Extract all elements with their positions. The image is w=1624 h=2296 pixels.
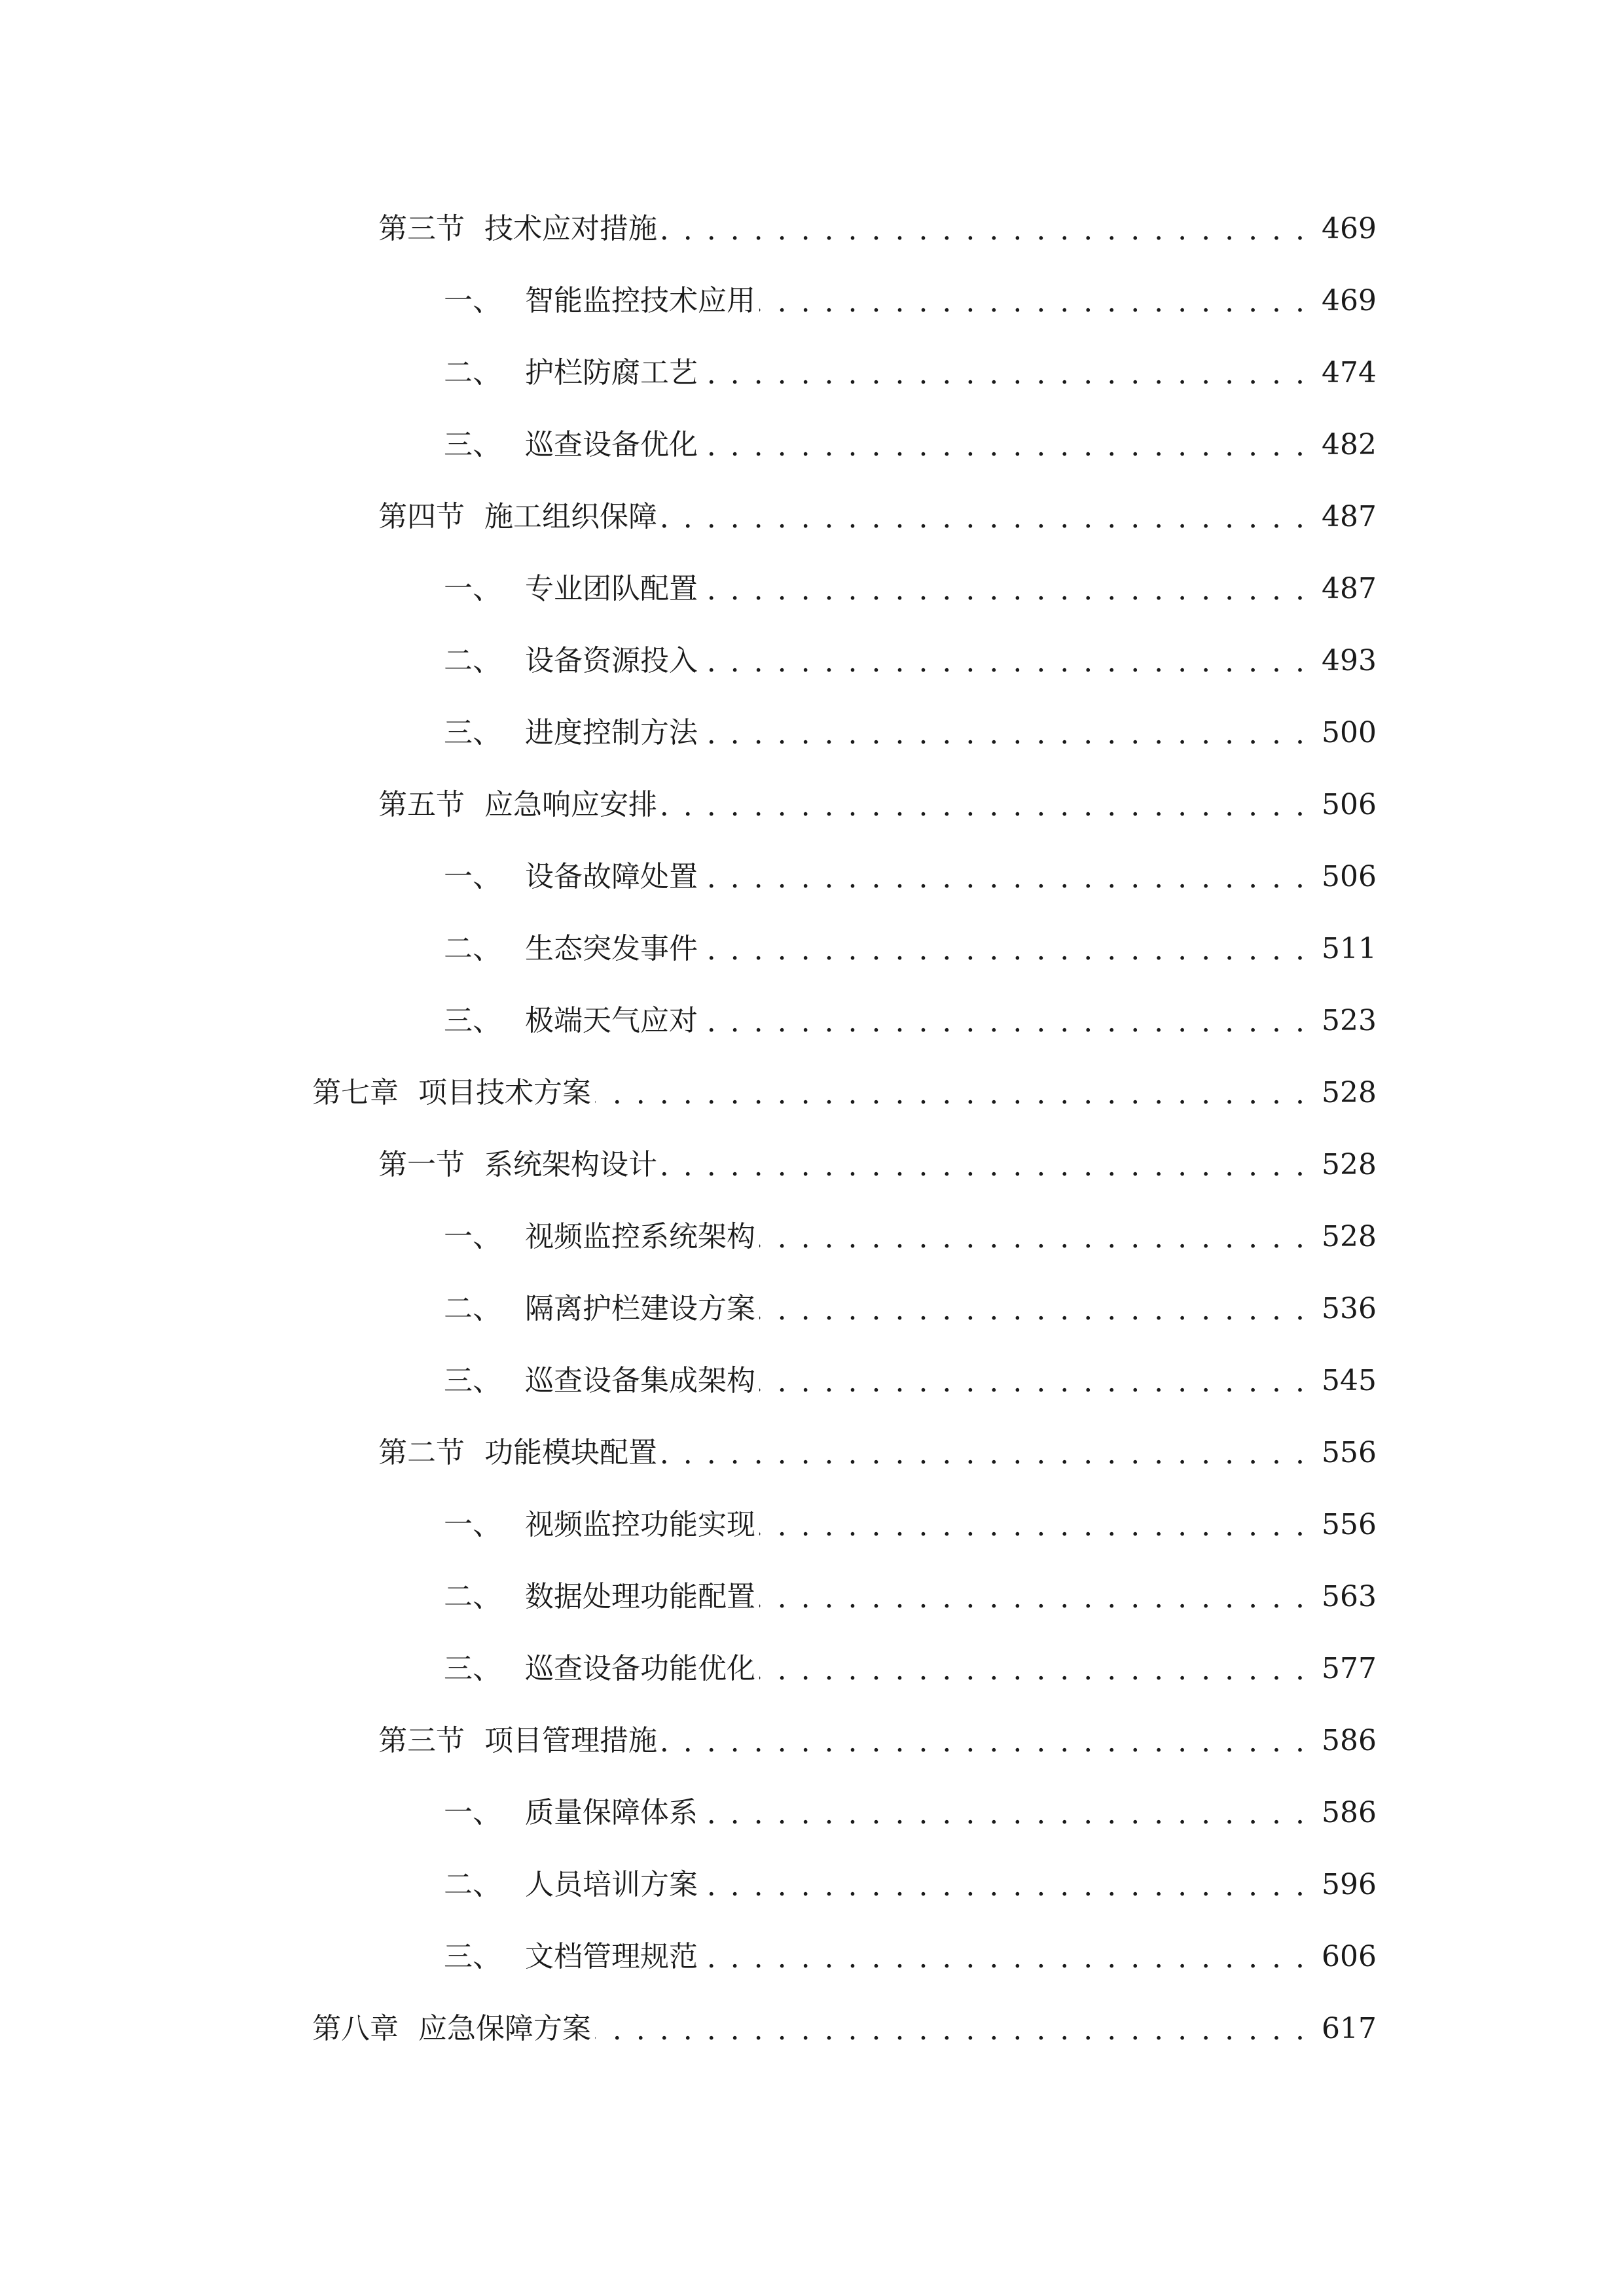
toc-entry-page: 606 xyxy=(1322,1940,1377,1973)
toc-entry-item[interactable] xyxy=(444,635,1377,687)
toc-entry-item[interactable] xyxy=(444,419,1377,471)
toc-entry-number: 二、 xyxy=(444,356,501,389)
dot-leader xyxy=(661,203,1307,255)
toc-entry-title: 巡查设备优化 xyxy=(525,428,698,461)
toc-entry-title: 巡查设备集成架构 xyxy=(525,1364,755,1397)
toc-entry-number: 三、 xyxy=(444,716,501,749)
toc-entry-title: 生态突发事件 xyxy=(525,932,698,965)
toc-entry-section[interactable] xyxy=(378,491,1377,543)
dot-leader xyxy=(759,1499,1307,1551)
toc-entry-number: 二、 xyxy=(444,1580,501,1613)
toc-entry-title: 应急保障方案 xyxy=(418,2012,591,2045)
toc-entry-page: 556 xyxy=(1322,1508,1377,1541)
toc-entry-title: 设备故障处置 xyxy=(525,860,698,893)
toc-entry-page: 528 xyxy=(1322,1220,1377,1253)
toc-entry-number: 二、 xyxy=(444,1868,501,1901)
toc-entry-page: 482 xyxy=(1322,428,1377,461)
dot-leader xyxy=(702,923,1307,975)
toc-entry-number: 二、 xyxy=(444,644,501,677)
toc-entry-page: 536 xyxy=(1322,1292,1377,1325)
toc-entry-item[interactable] xyxy=(444,347,1377,399)
toc-entry-item[interactable] xyxy=(444,1643,1377,1695)
toc-entry-page: 506 xyxy=(1322,860,1377,893)
toc-entry-title: 质量保障体系 xyxy=(525,1796,698,1829)
toc-entry-page: 511 xyxy=(1322,932,1377,965)
toc-entry-number: 第七章 xyxy=(312,1076,399,1109)
toc-entry-number: 一、 xyxy=(444,1220,501,1253)
toc-entry-section[interactable] xyxy=(378,779,1377,831)
toc-entry-title: 数据处理功能配置 xyxy=(525,1580,755,1613)
toc-entry-number: 三、 xyxy=(444,428,501,461)
toc-entry-title: 进度控制方法 xyxy=(525,716,698,749)
toc-entry-page: 487 xyxy=(1322,572,1377,605)
toc-entry-number: 第五节 xyxy=(378,788,465,821)
toc-entry-page: 469 xyxy=(1322,284,1377,317)
dot-leader xyxy=(702,1787,1307,1839)
toc-entry-item[interactable] xyxy=(444,1787,1377,1839)
toc-entry-number: 三、 xyxy=(444,1004,501,1037)
toc-entry-page: 474 xyxy=(1322,356,1377,389)
toc-entry-title: 项目管理措施 xyxy=(484,1724,657,1757)
dot-leader xyxy=(702,1931,1307,1983)
toc-entry-page: 586 xyxy=(1322,1796,1377,1829)
toc-entry-page: 556 xyxy=(1322,1436,1377,1469)
toc-entry-number: 三、 xyxy=(444,1940,501,1973)
toc-entry-item[interactable] xyxy=(444,1931,1377,1983)
toc-entry-item[interactable] xyxy=(444,1499,1377,1551)
toc-entry-page: 506 xyxy=(1322,788,1377,821)
toc-entry-title: 技术应对措施 xyxy=(484,212,657,245)
dot-leader xyxy=(702,563,1307,615)
toc-entry-page: 523 xyxy=(1322,1004,1377,1037)
dot-leader xyxy=(661,491,1307,543)
dot-leader xyxy=(702,419,1307,471)
toc-entry-title: 人员培训方案 xyxy=(525,1868,698,1901)
toc-entry-number: 第二节 xyxy=(378,1436,465,1469)
toc-entry-title: 巡查设备功能优化 xyxy=(525,1652,755,1685)
toc-entry-number: 一、 xyxy=(444,860,501,893)
dot-leader xyxy=(759,1355,1307,1407)
toc-entry-page: 596 xyxy=(1322,1868,1377,1901)
toc-entry-number: 一、 xyxy=(444,1796,501,1829)
toc-entry-item[interactable] xyxy=(444,707,1377,759)
toc-entry-section[interactable] xyxy=(378,1427,1377,1479)
toc-entry-item[interactable] xyxy=(444,275,1377,327)
toc-entry-title: 视频监控系统架构 xyxy=(525,1220,755,1253)
toc-entry-number: 三、 xyxy=(444,1652,501,1685)
dot-leader xyxy=(661,1427,1307,1479)
dot-leader xyxy=(702,347,1307,399)
dot-leader xyxy=(661,779,1307,831)
toc-entry-title: 施工组织保障 xyxy=(484,500,657,533)
toc-entry-item[interactable] xyxy=(444,1283,1377,1335)
toc-entry-title: 项目技术方案 xyxy=(418,1076,591,1109)
dot-leader xyxy=(595,2003,1307,2055)
dot-leader xyxy=(661,1715,1307,1767)
toc-entry-page: 469 xyxy=(1322,212,1377,245)
toc-entry-number: 第三节 xyxy=(378,212,465,245)
toc-entry-title: 应急响应安排 xyxy=(484,788,657,821)
toc-entry-page: 487 xyxy=(1322,500,1377,533)
toc-entry-page: 528 xyxy=(1322,1148,1377,1181)
toc-entry-page: 617 xyxy=(1322,2012,1377,2045)
toc-entry-item[interactable] xyxy=(444,923,1377,975)
toc-entry-title: 文档管理规范 xyxy=(525,1940,698,1973)
dot-leader xyxy=(702,1859,1307,1911)
toc-entry-title: 视频监控功能实现 xyxy=(525,1508,755,1541)
toc-entry-item[interactable] xyxy=(444,995,1377,1047)
toc-entry-page: 545 xyxy=(1322,1364,1377,1397)
toc-entry-page: 493 xyxy=(1322,644,1377,677)
toc-entry-section[interactable] xyxy=(378,1139,1377,1191)
toc-entry-number: 第一节 xyxy=(378,1148,465,1181)
dot-leader xyxy=(702,851,1307,903)
toc-entry-number: 一、 xyxy=(444,572,501,605)
dot-leader xyxy=(759,1571,1307,1623)
toc-entry-item[interactable] xyxy=(444,563,1377,615)
toc-entry-page: 563 xyxy=(1322,1580,1377,1613)
toc-entry-section[interactable] xyxy=(378,203,1377,255)
toc-entry-title: 智能监控技术应用 xyxy=(525,284,755,317)
toc-entry-page: 528 xyxy=(1322,1076,1377,1109)
toc-entry-chapter[interactable] xyxy=(312,1067,1377,1119)
toc-entry-title: 隔离护栏建设方案 xyxy=(525,1292,755,1325)
toc-entry-chapter[interactable] xyxy=(312,2003,1377,2055)
toc-entry-number: 第八章 xyxy=(312,2012,399,2045)
toc-entry-item[interactable] xyxy=(444,1211,1377,1263)
dot-leader xyxy=(661,1139,1307,1191)
toc-entry-number: 一、 xyxy=(444,284,501,317)
toc-entry-title: 系统架构设计 xyxy=(484,1148,657,1181)
dot-leader xyxy=(702,635,1307,687)
toc-entry-title: 护栏防腐工艺 xyxy=(525,356,698,389)
toc-entry-page: 500 xyxy=(1322,716,1377,749)
dot-leader xyxy=(595,1067,1307,1119)
toc-entry-item[interactable] xyxy=(444,851,1377,903)
toc-entry-title: 极端天气应对 xyxy=(525,1004,698,1037)
toc-entry-page: 586 xyxy=(1322,1724,1377,1757)
toc-entry-number: 第三节 xyxy=(378,1724,465,1757)
dot-leader xyxy=(759,1643,1307,1695)
dot-leader xyxy=(759,1211,1307,1263)
dot-leader xyxy=(759,275,1307,327)
toc-entry-title: 设备资源投入 xyxy=(525,644,698,677)
toc-entry-number: 第四节 xyxy=(378,500,465,533)
toc-entry-number: 二、 xyxy=(444,1292,501,1325)
toc-entry-item[interactable] xyxy=(444,1355,1377,1407)
toc-entry-section[interactable] xyxy=(378,1715,1377,1767)
toc-entry-number: 二、 xyxy=(444,932,501,965)
toc-entry-page: 577 xyxy=(1322,1652,1377,1685)
dot-leader xyxy=(702,707,1307,759)
toc-entry-item[interactable] xyxy=(444,1859,1377,1911)
toc-entry-item[interactable] xyxy=(444,1571,1377,1623)
toc-entry-title: 专业团队配置 xyxy=(525,572,698,605)
toc-entry-title: 功能模块配置 xyxy=(484,1436,657,1469)
dot-leader xyxy=(702,995,1307,1047)
toc-entry-number: 三、 xyxy=(444,1364,501,1397)
toc-entry-number: 一、 xyxy=(444,1508,501,1541)
dot-leader xyxy=(759,1283,1307,1335)
